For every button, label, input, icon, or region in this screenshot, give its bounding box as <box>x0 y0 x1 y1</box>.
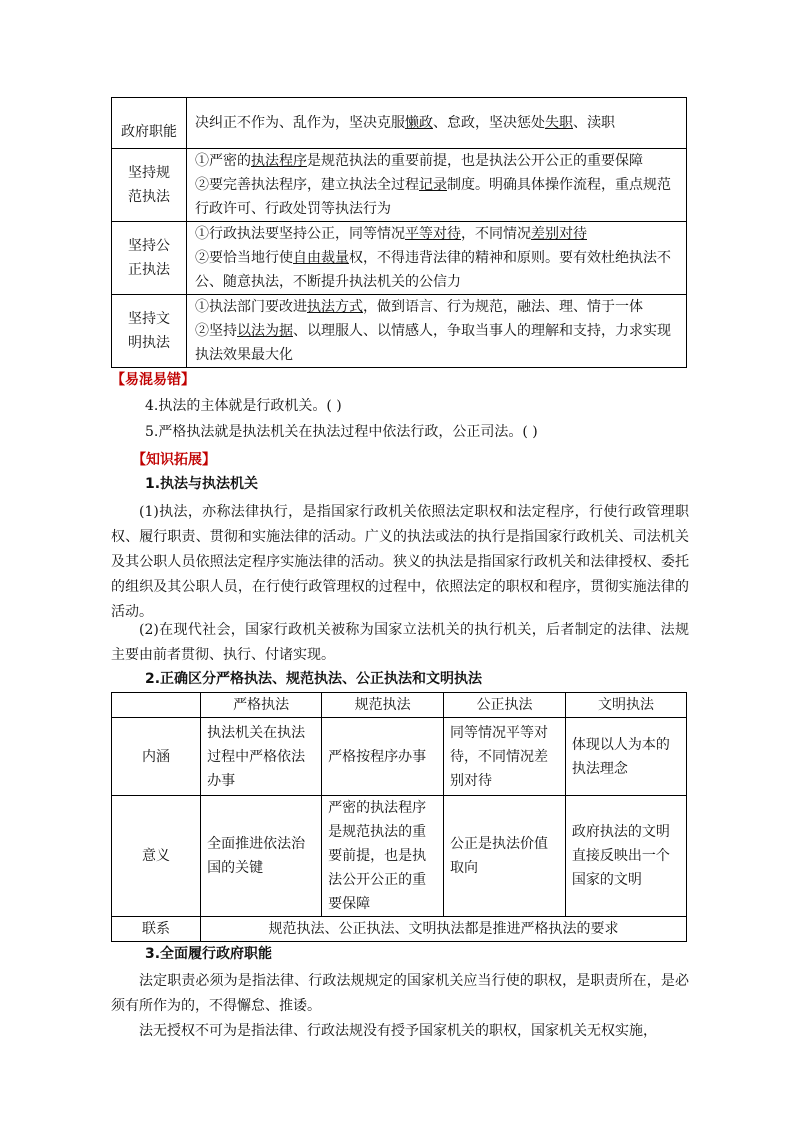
table-cell: 严密的执法程序是规范执法的重要前提，也是执法公开公正的重要保障 <box>322 796 444 917</box>
table-row <box>112 917 687 942</box>
section-heading-extension: 【知识拓展】 <box>132 452 216 468</box>
table-cell: 政府执法的文明直接反映出一个国家的文明 <box>565 796 686 917</box>
row-label: 坚持规 范执法 <box>112 149 187 222</box>
subsection-title-2: 2.正确区分严格执法、规范执法、公正执法和文明执法 <box>145 671 483 687</box>
row-label: 坚持公 正执法 <box>112 222 187 295</box>
table-cell: 规范执法、公正执法、文明执法都是推进严格执法的要求 <box>201 917 687 942</box>
subsection-title-1: 1.执法与执法机关 <box>145 476 259 492</box>
table-cell: 同等情况平等对待，不同情况差别对待 <box>444 718 566 796</box>
header-cell: 公正执法 <box>444 693 566 718</box>
table-row <box>112 718 687 796</box>
table-cell: 执法机关在执法过程中严格依法办事 <box>201 718 322 796</box>
section-heading-confusable: 【易混易错】 <box>111 372 195 388</box>
row-content: ①行政执法要坚持公正，同等情况平等对待，不同情况差别对待 ②要恰当地行使自由裁量权，不得违背法律的精神和原则。要有效杜绝执法不 公、随意执法，不断提升执法机关的公信力 <box>187 222 687 295</box>
table-row <box>112 149 687 222</box>
paragraph-1: (1)执法，亦称法律执行，是指国家行政机关依照法定职权和法定程序，行使行政管理职权、履行职责、贯彻和实施法律的活动。广义的执法或法的执行是指国家行政机关、司法机关及其公职人员依照法定程序实施法律的活动。狭义的执法是指国家行政机关和法律授权、委托的组织及其公职人员，在行使行政管理权的过程中，依照法定的职权和程序，贯彻实施法律的活动。 <box>111 504 689 620</box>
subsection-title-3: 3.全面履行政府职能 <box>145 946 273 962</box>
row-label: 联系 <box>112 917 201 942</box>
row-content: 决纠正不作为、乱作为，坚决克服懒政、怠政，坚决惩处失职、渎职 <box>187 98 687 149</box>
row-label: 坚持文 明执法 <box>112 295 187 368</box>
table-row <box>112 98 687 149</box>
table-row <box>112 222 687 295</box>
question-4: 4.执法的主体就是行政机关。( ) <box>145 398 342 414</box>
paragraph-3: 法定职责必须为是指法律、行政法规规定的国家机关应当行使的职权，是职责所在，是必须有所作为的，不得懈怠、推诿。 <box>111 973 689 1014</box>
comparison-table <box>111 692 687 942</box>
table-cell: 体现以人为本的执法理念 <box>565 718 686 796</box>
row-content: ①执法部门要改进执法方式，做到语言、行为规范，融法、理、情于一体 ②坚持以法为据、以理服人、以情感人，争取当事人的理解和支持，力求实现 执法效果最大化 <box>187 295 687 368</box>
duties-table <box>111 97 687 368</box>
table-header-row <box>112 693 687 718</box>
row-label: 政府职能 <box>112 98 187 149</box>
header-cell <box>112 693 201 718</box>
question-5: 5.严格执法就是执法机关在执法过程中依法行政，公正司法。( ) <box>145 424 538 440</box>
row-label: 意义 <box>112 796 201 917</box>
table-row <box>112 295 687 368</box>
table-row <box>112 796 687 917</box>
table-cell: 全面推进依法治国的关键 <box>201 796 322 917</box>
row-content: ①严密的执法程序是规范执法的重要前提，也是执法公开公正的重要保障 ②要完善执法程序，建立执法全过程记录制度。明确具体操作流程，重点规范 行政许可、行政处罚等执法行为 <box>187 149 687 222</box>
paragraph-4: 法无授权不可为是指法律、行政法规没有授予国家机关的职权，国家机关无权实施， <box>139 1023 657 1039</box>
row-label: 内涵 <box>112 718 201 796</box>
table-cell: 严格按程序办事 <box>322 718 444 796</box>
header-cell: 严格执法 <box>201 693 322 718</box>
header-cell: 文明执法 <box>565 693 686 718</box>
table-cell: 公正是执法价值取向 <box>444 796 566 917</box>
paragraph-2: (2)在现代社会，国家行政机关被称为国家立法机关的执行机关，后者制定的法律、法规主要由前者贯彻、执行、付诸实现。 <box>111 622 689 663</box>
header-cell: 规范执法 <box>322 693 444 718</box>
